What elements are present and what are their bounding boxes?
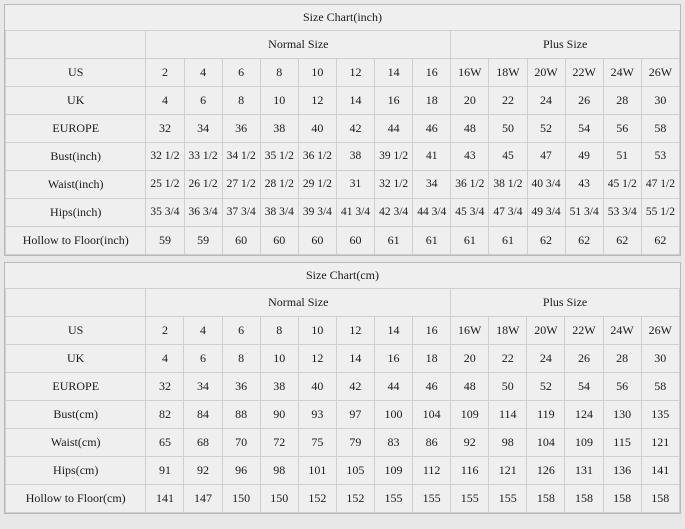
- cell-value: 83: [374, 429, 412, 457]
- cell-value: 14: [374, 317, 412, 345]
- cell-value: 68: [184, 429, 222, 457]
- cell-value: 10: [260, 87, 298, 115]
- cell-value: 115: [603, 429, 641, 457]
- cell-value: 56: [603, 373, 641, 401]
- table-row: [6, 401, 680, 429]
- cell-value: 116: [451, 457, 489, 485]
- cell-value: 46: [413, 373, 451, 401]
- cell-value: 34: [413, 171, 451, 199]
- cell-value: 155: [489, 485, 527, 513]
- cell-value: 44: [375, 115, 413, 143]
- cell-value: 4: [146, 87, 184, 115]
- cell-value: 42 3/4: [375, 199, 413, 227]
- row-label: US: [6, 59, 146, 87]
- cell-value: 96: [222, 457, 260, 485]
- cell-value: 48: [451, 115, 489, 143]
- cell-value: 6: [184, 87, 222, 115]
- cell-value: 53 3/4: [603, 199, 641, 227]
- cell-value: 20: [451, 87, 489, 115]
- cell-value: 42: [336, 115, 374, 143]
- size-chart-cm: [4, 262, 681, 514]
- row-label: EUROPE: [6, 373, 146, 401]
- table-row: [6, 115, 680, 143]
- cell-value: 24W: [603, 59, 641, 87]
- cell-value: 41 3/4: [336, 199, 374, 227]
- cell-value: 12: [298, 87, 336, 115]
- cell-value: 44 3/4: [413, 199, 451, 227]
- cell-value: 16W: [451, 59, 489, 87]
- cell-value: 109: [451, 401, 489, 429]
- cell-value: 29 1/2: [298, 171, 336, 199]
- cell-value: 150: [260, 485, 298, 513]
- cell-value: 43: [565, 171, 603, 199]
- cell-value: 26: [565, 87, 603, 115]
- cell-value: 18: [413, 87, 451, 115]
- cell-value: 26W: [641, 59, 679, 87]
- table-row: [6, 345, 680, 373]
- table-row: [6, 171, 680, 199]
- cell-value: 10: [298, 59, 336, 87]
- cell-value: 24W: [603, 317, 641, 345]
- cell-value: 158: [603, 485, 641, 513]
- cell-value: 155: [451, 485, 489, 513]
- cell-value: 12: [336, 59, 374, 87]
- cell-value: 8: [222, 87, 260, 115]
- cell-value: 18: [413, 345, 451, 373]
- cell-value: 60: [260, 227, 298, 255]
- cell-value: 60: [336, 227, 374, 255]
- cell-value: 48: [451, 373, 489, 401]
- table-group-row: [6, 289, 680, 317]
- cell-value: 37 3/4: [222, 199, 260, 227]
- cell-value: 158: [641, 485, 679, 513]
- cell-value: 32 1/2: [375, 171, 413, 199]
- cell-value: 59: [146, 227, 184, 255]
- cell-value: 109: [374, 457, 412, 485]
- cell-value: 26W: [641, 317, 679, 345]
- table-row: [6, 429, 680, 457]
- cell-value: 84: [184, 401, 222, 429]
- cell-value: 121: [489, 457, 527, 485]
- table-row: [6, 317, 680, 345]
- cell-value: 27 1/2: [222, 171, 260, 199]
- cell-value: 16: [375, 87, 413, 115]
- cell-value: 92: [184, 457, 222, 485]
- cell-value: 40: [298, 373, 336, 401]
- cell-value: 100: [374, 401, 412, 429]
- cell-value: 104: [527, 429, 565, 457]
- table-row: [6, 59, 680, 87]
- row-label: UK: [6, 87, 146, 115]
- corner-cell: [6, 289, 146, 317]
- cell-value: 36 1/2: [451, 171, 489, 199]
- cell-value: 112: [413, 457, 451, 485]
- cell-value: 16: [413, 59, 451, 87]
- cell-value: 126: [527, 457, 565, 485]
- cell-value: 158: [565, 485, 603, 513]
- cell-value: 12: [336, 317, 374, 345]
- cell-value: 44: [374, 373, 412, 401]
- cell-value: 34: [184, 373, 222, 401]
- cell-value: 26 1/2: [184, 171, 222, 199]
- cell-value: 152: [336, 485, 374, 513]
- cell-value: 92: [451, 429, 489, 457]
- cell-value: 35 3/4: [146, 199, 184, 227]
- cell-value: 97: [336, 401, 374, 429]
- cell-value: 8: [222, 345, 260, 373]
- cell-value: 47 1/2: [641, 171, 679, 199]
- cell-value: 6: [184, 345, 222, 373]
- cell-value: 38 3/4: [260, 199, 298, 227]
- cell-value: 14: [336, 87, 374, 115]
- cell-value: 32: [146, 115, 184, 143]
- cell-value: 136: [603, 457, 641, 485]
- cell-value: 2: [146, 317, 184, 345]
- cell-value: 141: [146, 485, 184, 513]
- cell-value: 22: [489, 87, 527, 115]
- cell-value: 10: [298, 317, 336, 345]
- cell-value: 45: [489, 143, 527, 171]
- cell-value: 33 1/2: [184, 143, 222, 171]
- cell-value: 18W: [489, 59, 527, 87]
- cell-value: 47: [527, 143, 565, 171]
- row-label: Bust(cm): [6, 401, 146, 429]
- cell-value: 22W: [565, 59, 603, 87]
- cell-value: 42: [336, 373, 374, 401]
- cell-value: 49 3/4: [527, 199, 565, 227]
- cell-value: 24: [527, 87, 565, 115]
- cell-value: 36: [222, 115, 260, 143]
- cell-value: 14: [336, 345, 374, 373]
- cell-value: 62: [641, 227, 679, 255]
- table-row: [6, 143, 680, 171]
- table-row: [6, 199, 680, 227]
- cell-value: 50: [489, 373, 527, 401]
- cell-value: 51 3/4: [565, 199, 603, 227]
- cell-value: 104: [413, 401, 451, 429]
- row-label: Bust(inch): [6, 143, 146, 171]
- cell-value: 41: [413, 143, 451, 171]
- cell-value: 58: [641, 115, 679, 143]
- size-chart-inch: [4, 4, 681, 256]
- cell-value: 4: [146, 345, 184, 373]
- cell-value: 45 1/2: [603, 171, 641, 199]
- cell-value: 46: [413, 115, 451, 143]
- cell-value: 47 3/4: [489, 199, 527, 227]
- cell-value: 28: [603, 345, 641, 373]
- row-label: Hips(cm): [6, 457, 146, 485]
- cell-value: 75: [298, 429, 336, 457]
- cell-value: 119: [527, 401, 565, 429]
- row-label: Hollow to Floor(inch): [6, 227, 146, 255]
- cell-value: 49: [565, 143, 603, 171]
- cell-value: 34 1/2: [222, 143, 260, 171]
- cell-value: 4: [184, 317, 222, 345]
- cell-value: 36 3/4: [184, 199, 222, 227]
- cell-value: 109: [565, 429, 603, 457]
- row-label: Hollow to Floor(cm): [6, 485, 146, 513]
- size-chart-inch-table: [5, 5, 680, 255]
- cell-value: 141: [641, 457, 679, 485]
- cell-value: 53: [641, 143, 679, 171]
- cell-value: 65: [146, 429, 184, 457]
- cell-value: 34: [184, 115, 222, 143]
- cell-value: 101: [298, 457, 336, 485]
- cell-value: 30: [641, 87, 679, 115]
- cell-value: 61: [489, 227, 527, 255]
- cell-value: 59: [184, 227, 222, 255]
- cell-value: 22: [489, 345, 527, 373]
- cell-value: 40: [298, 115, 336, 143]
- cell-value: 20: [451, 345, 489, 373]
- cell-value: 10: [260, 345, 298, 373]
- cell-value: 62: [603, 227, 641, 255]
- cell-value: 98: [489, 429, 527, 457]
- group-header-normal: Normal Size: [146, 31, 451, 59]
- cell-value: 30: [641, 345, 679, 373]
- cell-value: 25 1/2: [146, 171, 184, 199]
- cell-value: 28: [603, 87, 641, 115]
- row-label: EUROPE: [6, 115, 146, 143]
- cell-value: 79: [336, 429, 374, 457]
- group-header-plus: Plus Size: [451, 31, 680, 59]
- cell-value: 131: [565, 457, 603, 485]
- cell-value: 155: [413, 485, 451, 513]
- cell-value: 60: [222, 227, 260, 255]
- cell-value: 50: [489, 115, 527, 143]
- cell-value: 6: [222, 317, 260, 345]
- cell-value: 61: [413, 227, 451, 255]
- cell-value: 52: [527, 115, 565, 143]
- cell-value: 31: [336, 171, 374, 199]
- cell-value: 90: [260, 401, 298, 429]
- cell-value: 12: [298, 345, 336, 373]
- corner-cell: [6, 31, 146, 59]
- cell-value: 105: [336, 457, 374, 485]
- table-row: [6, 373, 680, 401]
- size-chart-cm-table: [5, 263, 680, 513]
- row-label: Hips(inch): [6, 199, 146, 227]
- cell-value: 22W: [565, 317, 603, 345]
- row-label: UK: [6, 345, 146, 373]
- cell-value: 54: [565, 115, 603, 143]
- group-header-plus: Plus Size: [451, 289, 680, 317]
- cell-value: 8: [260, 59, 298, 87]
- cell-value: 135: [641, 401, 679, 429]
- cell-value: 51: [603, 143, 641, 171]
- table-title-row: [6, 5, 680, 31]
- table-group-row: [6, 31, 680, 59]
- cell-value: 20W: [527, 59, 565, 87]
- cell-value: 26: [565, 345, 603, 373]
- cell-value: 45 3/4: [451, 199, 489, 227]
- cell-value: 6: [222, 59, 260, 87]
- row-label: Waist(cm): [6, 429, 146, 457]
- cell-value: 93: [298, 401, 336, 429]
- cell-value: 58: [641, 373, 679, 401]
- cell-value: 28 1/2: [260, 171, 298, 199]
- cell-value: 158: [527, 485, 565, 513]
- table-row: [6, 485, 680, 513]
- cell-value: 62: [527, 227, 565, 255]
- cell-value: 43: [451, 143, 489, 171]
- cell-value: 38 1/2: [489, 171, 527, 199]
- cell-value: 130: [603, 401, 641, 429]
- cell-value: 8: [260, 317, 298, 345]
- cell-value: 82: [146, 401, 184, 429]
- cell-value: 38: [336, 143, 374, 171]
- cell-value: 38: [260, 115, 298, 143]
- cell-value: 86: [413, 429, 451, 457]
- cell-value: 147: [184, 485, 222, 513]
- cell-value: 52: [527, 373, 565, 401]
- cell-value: 16: [413, 317, 451, 345]
- cell-value: 18W: [489, 317, 527, 345]
- table-row: [6, 227, 680, 255]
- cell-value: 2: [146, 59, 184, 87]
- cell-value: 114: [489, 401, 527, 429]
- cell-value: 32: [146, 373, 184, 401]
- cell-value: 121: [641, 429, 679, 457]
- table-row: [6, 87, 680, 115]
- cell-value: 55 1/2: [641, 199, 679, 227]
- cell-value: 98: [260, 457, 298, 485]
- cell-value: 62: [565, 227, 603, 255]
- cell-value: 72: [260, 429, 298, 457]
- page-title: Size Chart(inch): [6, 5, 680, 31]
- cell-value: 61: [451, 227, 489, 255]
- cell-value: 16: [374, 345, 412, 373]
- cell-value: 124: [565, 401, 603, 429]
- cell-value: 56: [603, 115, 641, 143]
- cell-value: 70: [222, 429, 260, 457]
- cell-value: 24: [527, 345, 565, 373]
- row-label: US: [6, 317, 146, 345]
- cell-value: 39 3/4: [298, 199, 336, 227]
- cell-value: 54: [565, 373, 603, 401]
- cell-value: 61: [375, 227, 413, 255]
- cell-value: 35 1/2: [260, 143, 298, 171]
- page-title: Size Chart(cm): [6, 263, 680, 289]
- cell-value: 36: [222, 373, 260, 401]
- cell-value: 152: [298, 485, 336, 513]
- cell-value: 91: [146, 457, 184, 485]
- cell-value: 39 1/2: [375, 143, 413, 171]
- cell-value: 36 1/2: [298, 143, 336, 171]
- cell-value: 40 3/4: [527, 171, 565, 199]
- cell-value: 20W: [527, 317, 565, 345]
- cell-value: 155: [374, 485, 412, 513]
- cell-value: 88: [222, 401, 260, 429]
- cell-value: 150: [222, 485, 260, 513]
- cell-value: 60: [298, 227, 336, 255]
- cell-value: 38: [260, 373, 298, 401]
- row-label: Waist(inch): [6, 171, 146, 199]
- cell-value: 4: [184, 59, 222, 87]
- cell-value: 16W: [451, 317, 489, 345]
- table-title-row: [6, 263, 680, 289]
- table-row: [6, 457, 680, 485]
- cell-value: 14: [375, 59, 413, 87]
- cell-value: 32 1/2: [146, 143, 184, 171]
- group-header-normal: Normal Size: [146, 289, 451, 317]
